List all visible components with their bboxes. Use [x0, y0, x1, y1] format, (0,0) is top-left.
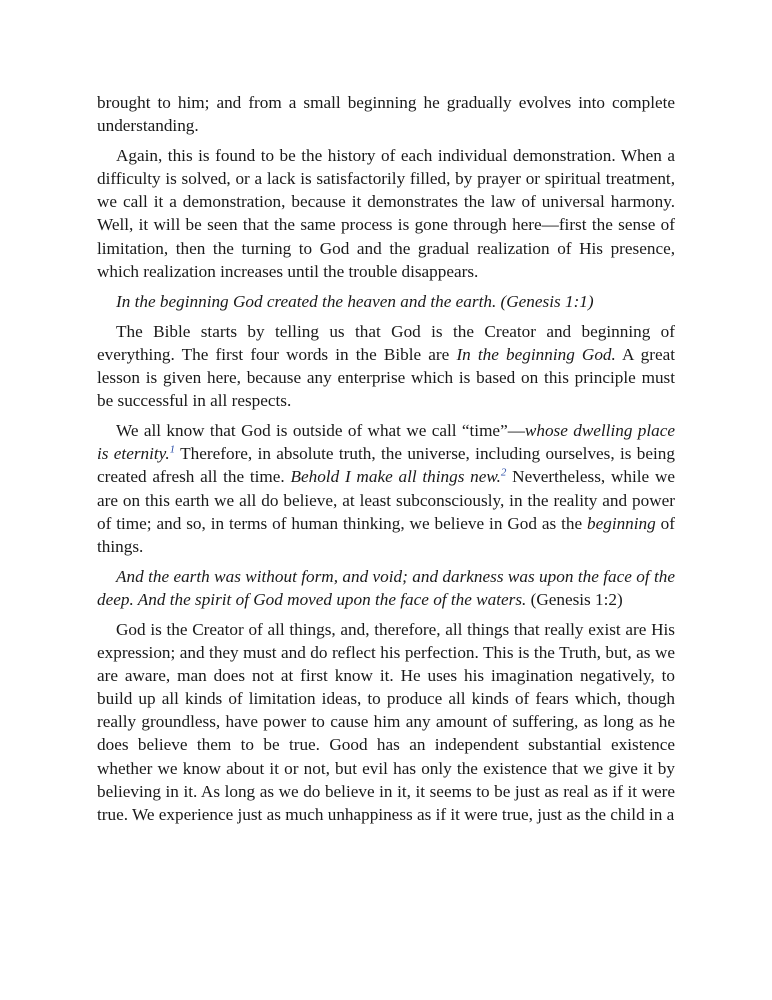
paragraph-creator: God is the Creator of all things, and, therefore, all things that really exist are His expression; and they must and do reflect his perfection. This is the Truth, but, as we are aware, man does not at first know it. He uses his imagination negatively, to build up all kinds of limitation ideas, to produce all kinds of fears which, though really groundless, have power to cause him any amount of suffering, as long as he does believe them to be true. Good has an independent substantial existence whether we know about it or not, but evil has only the existence that we give it by believing in it. As long as we do believe in it, it seems to be just as real as if it were true. We experience just as much unhappiness as if it were true, just as the child in a: [97, 619, 675, 824]
emphasis-run: Behold I make all things new.: [290, 467, 501, 487]
verse-genesis-1-1: In the beginning God created the heaven and the earth. (Genesis 1:1): [116, 291, 594, 311]
emphasis-run: In the beginning God.: [456, 344, 616, 364]
verse-genesis-1-2: [97, 565, 675, 611]
paragraph-demonstration: Again, this is found to be the history of each individual demonstration. When a difficulty is solved, or a lack is satisfactorily filled, by prayer or spiritual treatment, we call it a demonstration, because it demonstrates the law of universal harmony. Well, it will be seen that the same process is gone through here—first the sense of limitation, then the turning to God and the gradual realization of His presence, which realization increases until the trouble disappears.: [97, 146, 675, 281]
text-run: The Bible starts by telling us that God is the Creator and beginning of everything. The first four words in the Bible are: [97, 321, 675, 364]
footnote-link-1[interactable]: 1: [169, 443, 176, 456]
text-run: Therefore, in absolute truth, the universe, including ourselves, is being created afresh all the time.: [97, 444, 675, 487]
emphasis-run: whose dwelling place is eternity.: [97, 421, 676, 464]
document-page: [97, 91, 675, 833]
emphasis-run: And the earth was without form, and void; and darkness was upon the face of the deep. And the spirit of God moved upon the face of the waters.: [97, 566, 675, 609]
text-run: Nevertheless, while we are on this earth we all do believe, at least subconsciously, in the reality and power of time; and so, in terms of human thinking, we believe in God as the: [97, 467, 675, 533]
text-run: We all know that God is outside of what we call “time”—: [116, 421, 525, 441]
paragraph-time: [97, 419, 675, 558]
text-run: of things.: [97, 513, 675, 556]
paragraph-bible-starts: [97, 320, 675, 412]
text-run: (Genesis 1:2): [526, 589, 623, 609]
footnote-link-2[interactable]: 2: [500, 466, 507, 479]
text-run: A great lesson is given here, because any enterprise which is based on this principle must be successful in all respects.: [97, 344, 675, 411]
emphasis-run: beginning: [587, 513, 656, 533]
paragraph-continuation: brought to him; and from a small beginning he gradually evolves into complete understanding.: [97, 93, 675, 136]
